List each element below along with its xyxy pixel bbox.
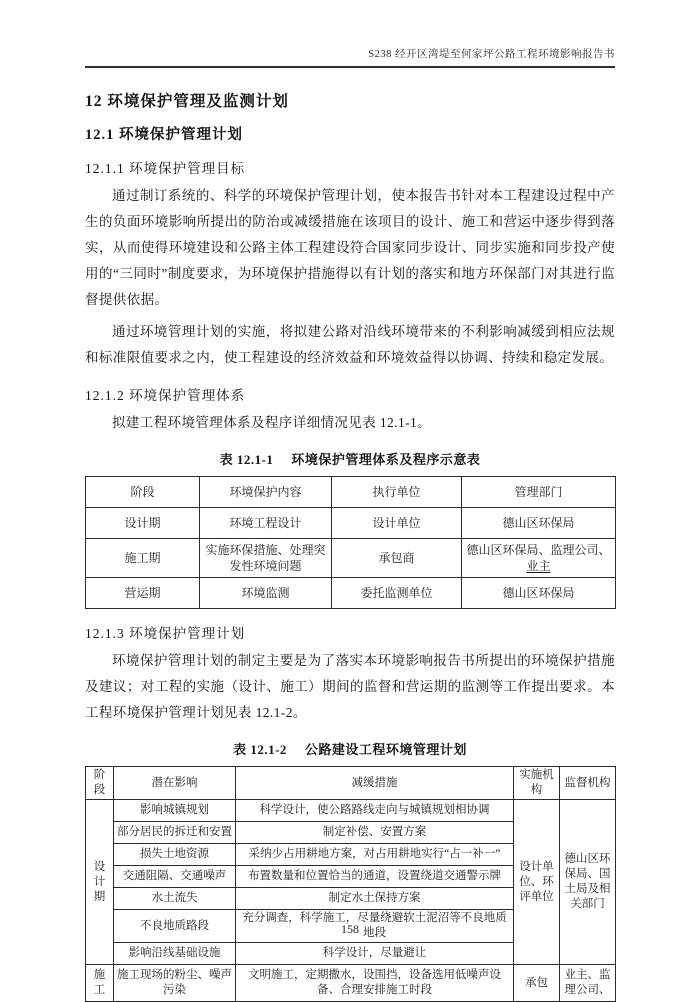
- page-number: 158: [341, 922, 359, 936]
- table2-header-stage: 阶段: [86, 767, 114, 800]
- table2-measure-cell: 制定水土保持方案: [236, 888, 514, 910]
- table1-cell: 设计单位: [332, 508, 462, 539]
- table2-measure-cell: 文明施工，定期撒水，设围挡，设备选用低噪声设备、合理安排施工时段: [236, 965, 514, 1002]
- table2-header-impact: 潜在影响: [114, 767, 236, 800]
- section-heading-12-1-1: 12.1.1 环境保护管理目标: [85, 161, 246, 176]
- table2-impact-cell: 损失土地资源: [114, 844, 236, 866]
- table2-supervisor-construction: 业主、监理公司、: [560, 965, 616, 1002]
- table1-header-department: 管理部门: [462, 477, 616, 508]
- table1-cell: 营运期: [86, 578, 200, 609]
- table1-caption: [85, 449, 615, 468]
- table2-measure-cell: 制定补偿、安置方案: [236, 822, 514, 844]
- table2-measure-cell: 科学设计，使公路路线走向与城镇规划相协调: [236, 800, 514, 822]
- section-heading-12-1-3: 12.1.3 环境保护管理计划: [85, 626, 246, 641]
- table1-cell: 委托监测单位: [332, 578, 462, 609]
- table2-stage-design: 设计期: [86, 800, 114, 965]
- table-environment-management-plan: [85, 766, 616, 1002]
- table2-impact-cell: 影响沿线基础设施: [114, 943, 236, 965]
- table2-header-supervisor: 监督机构: [560, 767, 616, 800]
- table-management-system: [85, 476, 616, 609]
- table1-header-row: [86, 477, 616, 508]
- table2-impact-cell: 交通阻隔、交通噪声: [114, 866, 236, 888]
- table2-measure-cell: 布置数量和位置恰当的通道，设置绕道交通警示牌: [236, 866, 514, 888]
- table-row: [86, 508, 616, 539]
- table1-cell: 环境工程设计: [200, 508, 332, 539]
- paragraph-goal-1: 通过制订系统的、科学的环境保护管理计划，使本报告书针对本工程建设过程中产生的负面环境影响所提出的防治或减缓措施在该项目的设计、施工和营运中逐步得到落实，从而使得环境建设和公路主体工程建设符合国家同步设计、同步实施和同步投产使用的“三同时”制度要求，为环境保护措施得以有计划的落实和地方环保部门对其进行监督提供依据。: [85, 188, 615, 307]
- table1-header-content: 环境保护内容: [200, 477, 332, 508]
- paragraph-goal-2: 通过环境管理计划的实施，将拟建公路对沿线环境带来的不利影响减缓到相应法规和标准限值要求之内，使工程建设的经济效益和环境效益得以协调、持续和稳定发展。: [85, 324, 615, 365]
- section-heading-12: 12 环境保护管理及监测计划: [85, 93, 289, 110]
- table2-measure-cell: 采纳少占用耕地方案，对占用耕地实行“占一补一”: [236, 844, 514, 866]
- table2-impact-cell: 部分居民的拆迁和安置: [114, 822, 236, 844]
- paragraph-plan: 环境保护管理计划的制定主要是为了落实本环境影响报告书所提出的环境保护措施及建议；对工程的实施（设计、施工）期间的监督和营运期的监测等工作提出要求。本工程环境保护管理计划见表 12.1-2。: [85, 653, 615, 720]
- table1-cell: 德山区环保局: [462, 508, 616, 539]
- table1-cell: 承包商: [332, 539, 462, 578]
- table2-header-implementer: 实施机构: [514, 767, 560, 800]
- table1-header-executor: 执行单位: [332, 477, 462, 508]
- table1-caption-label: 表 12.1-1: [219, 452, 274, 467]
- table2-implementer-design: 设计单位、环评单位: [514, 800, 560, 965]
- table1-cell: [462, 539, 616, 578]
- table1-cell: 环境监测: [200, 578, 332, 609]
- table2-caption: [85, 739, 615, 758]
- table1-caption-title: 环境保护管理体系及程序示意表: [291, 452, 481, 467]
- table1-cell: 实施环保措施、处理突发性环境问题: [200, 539, 332, 578]
- table1-cell-underlined-text: 业主: [526, 559, 551, 573]
- table1-header-stage: 阶段: [86, 477, 200, 508]
- section-heading-12-1-2: 12.1.2 环境保护管理体系: [85, 388, 246, 403]
- section-heading-12-1: 12.1 环境保护管理计划: [85, 127, 243, 143]
- table1-cell: 设计期: [86, 508, 200, 539]
- table2-caption-title: 公路建设工程环境管理计划: [304, 742, 467, 757]
- table2-impact-cell: 影响城镇规划: [114, 800, 236, 822]
- table2-impact-cell: 不良地质路段: [114, 910, 236, 943]
- table2-impact-cell: 施工现场的粉尘、噪声污染: [114, 965, 236, 1002]
- table2-impact-cell: 水土流失: [114, 888, 236, 910]
- table2-stage-construction: 施工: [86, 965, 114, 1002]
- page-header: [85, 46, 615, 68]
- table2-measure-cell: 充分调查，科学施工，尽量绕避软土泥沼等不良地质地段: [236, 910, 514, 943]
- table-row: [86, 578, 616, 609]
- table2-caption-label: 表 12.1-2: [233, 742, 287, 757]
- header-title: S238 经开区湾堤至何家坪公路工程环境影响报告书: [368, 49, 615, 60]
- table-row: [86, 539, 616, 578]
- table1-cell: 施工期: [86, 539, 200, 578]
- paragraph-system-ref: 拟建工程环境管理体系及程序详细情况见表 12.1-1。: [112, 415, 432, 430]
- table-row: [86, 800, 616, 822]
- table2-measure-cell: 科学设计，尽量避让: [236, 943, 514, 965]
- table2-supervisor-design: 德山区环保局、国土局及相关部门: [560, 800, 616, 965]
- table1-cell: 德山区环保局: [462, 578, 616, 609]
- table1-cell-text: 德山区环保局、监理公司、: [466, 543, 611, 557]
- table2-implementer-construction: 承包: [514, 965, 560, 1002]
- table-row: [86, 965, 616, 1002]
- table2-header-measure: 减缓措施: [236, 767, 514, 800]
- table2-header-row: [86, 767, 616, 800]
